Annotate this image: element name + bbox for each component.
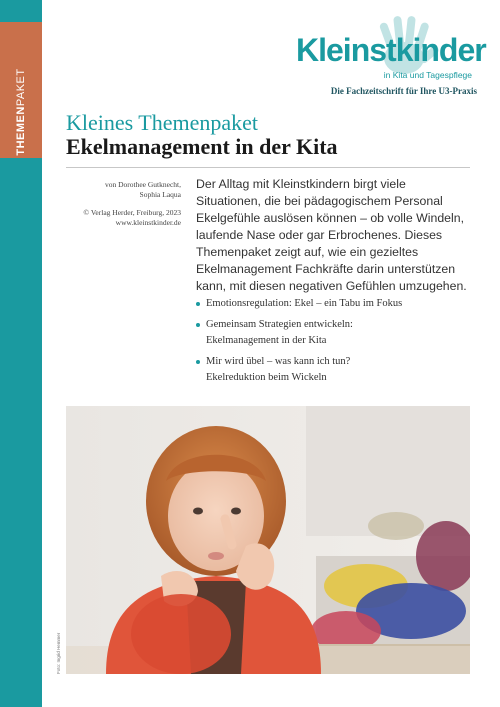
bullet-icon: [196, 323, 200, 327]
tagline: Die Fachzeitschrift für Ihre U3-Praxis: [330, 86, 477, 96]
authors-line: Sophia Laqua: [139, 190, 181, 199]
list-item: [196, 296, 472, 312]
divider: [66, 167, 470, 168]
author-meta: [66, 180, 181, 228]
list-item-text: Gemeinsam Strategien entwickeln:: [206, 319, 353, 330]
intro-text: Der Alltag mit Kleinstkindern birgt viele Situationen, die bei pädagogischem Personal Ekelgefühle auslösen können – ob volle Windeln, laufende Nase oder gar Erbrochenes. Dieses Themenpaket zeigt auf, wie ein gezieltes Ekelmanagement Fachkräfte darin unterstützen kann, mit diesen negativen Gefühlen umzugehen.: [196, 177, 467, 293]
logo-wordmark: Kleinstkinder: [296, 32, 486, 68]
kicker: Kleines Themenpaket: [66, 110, 259, 135]
website-link[interactable]: www.kleinstkinder.de: [115, 218, 181, 227]
list-item-text: Mir wird übel – was kann ich tun?: [206, 356, 351, 367]
section-tab: [0, 22, 42, 158]
bullet-icon: [196, 360, 200, 364]
list-item-text: Ekelmanagement in der Kita: [206, 335, 327, 346]
page-title: Ekelmanagement in der Kita: [66, 134, 338, 159]
authors-line: von Dorothee Gutknecht,: [104, 180, 181, 189]
photo-credit: Foto: Ingrid Hemmer: [56, 632, 61, 674]
photo-illustration: [66, 406, 470, 674]
copyright: © Verlag Herder, Freiburg, 2023: [83, 208, 181, 217]
topic-list: [196, 296, 472, 391]
bullet-icon: [196, 302, 200, 306]
brand-logo: [296, 14, 486, 84]
list-item: [196, 354, 472, 386]
section-tab-label: THEMENPAKET: [15, 68, 27, 156]
child-photo: [66, 406, 470, 674]
list-item: [196, 317, 472, 349]
logo-subtitle: in Kita und Tagespflege: [383, 70, 472, 80]
list-item-text: Ekelreduktion beim Wickeln: [206, 372, 327, 383]
list-item-text: Emotionsregulation: Ekel – ein Tabu im Fokus: [206, 298, 403, 309]
